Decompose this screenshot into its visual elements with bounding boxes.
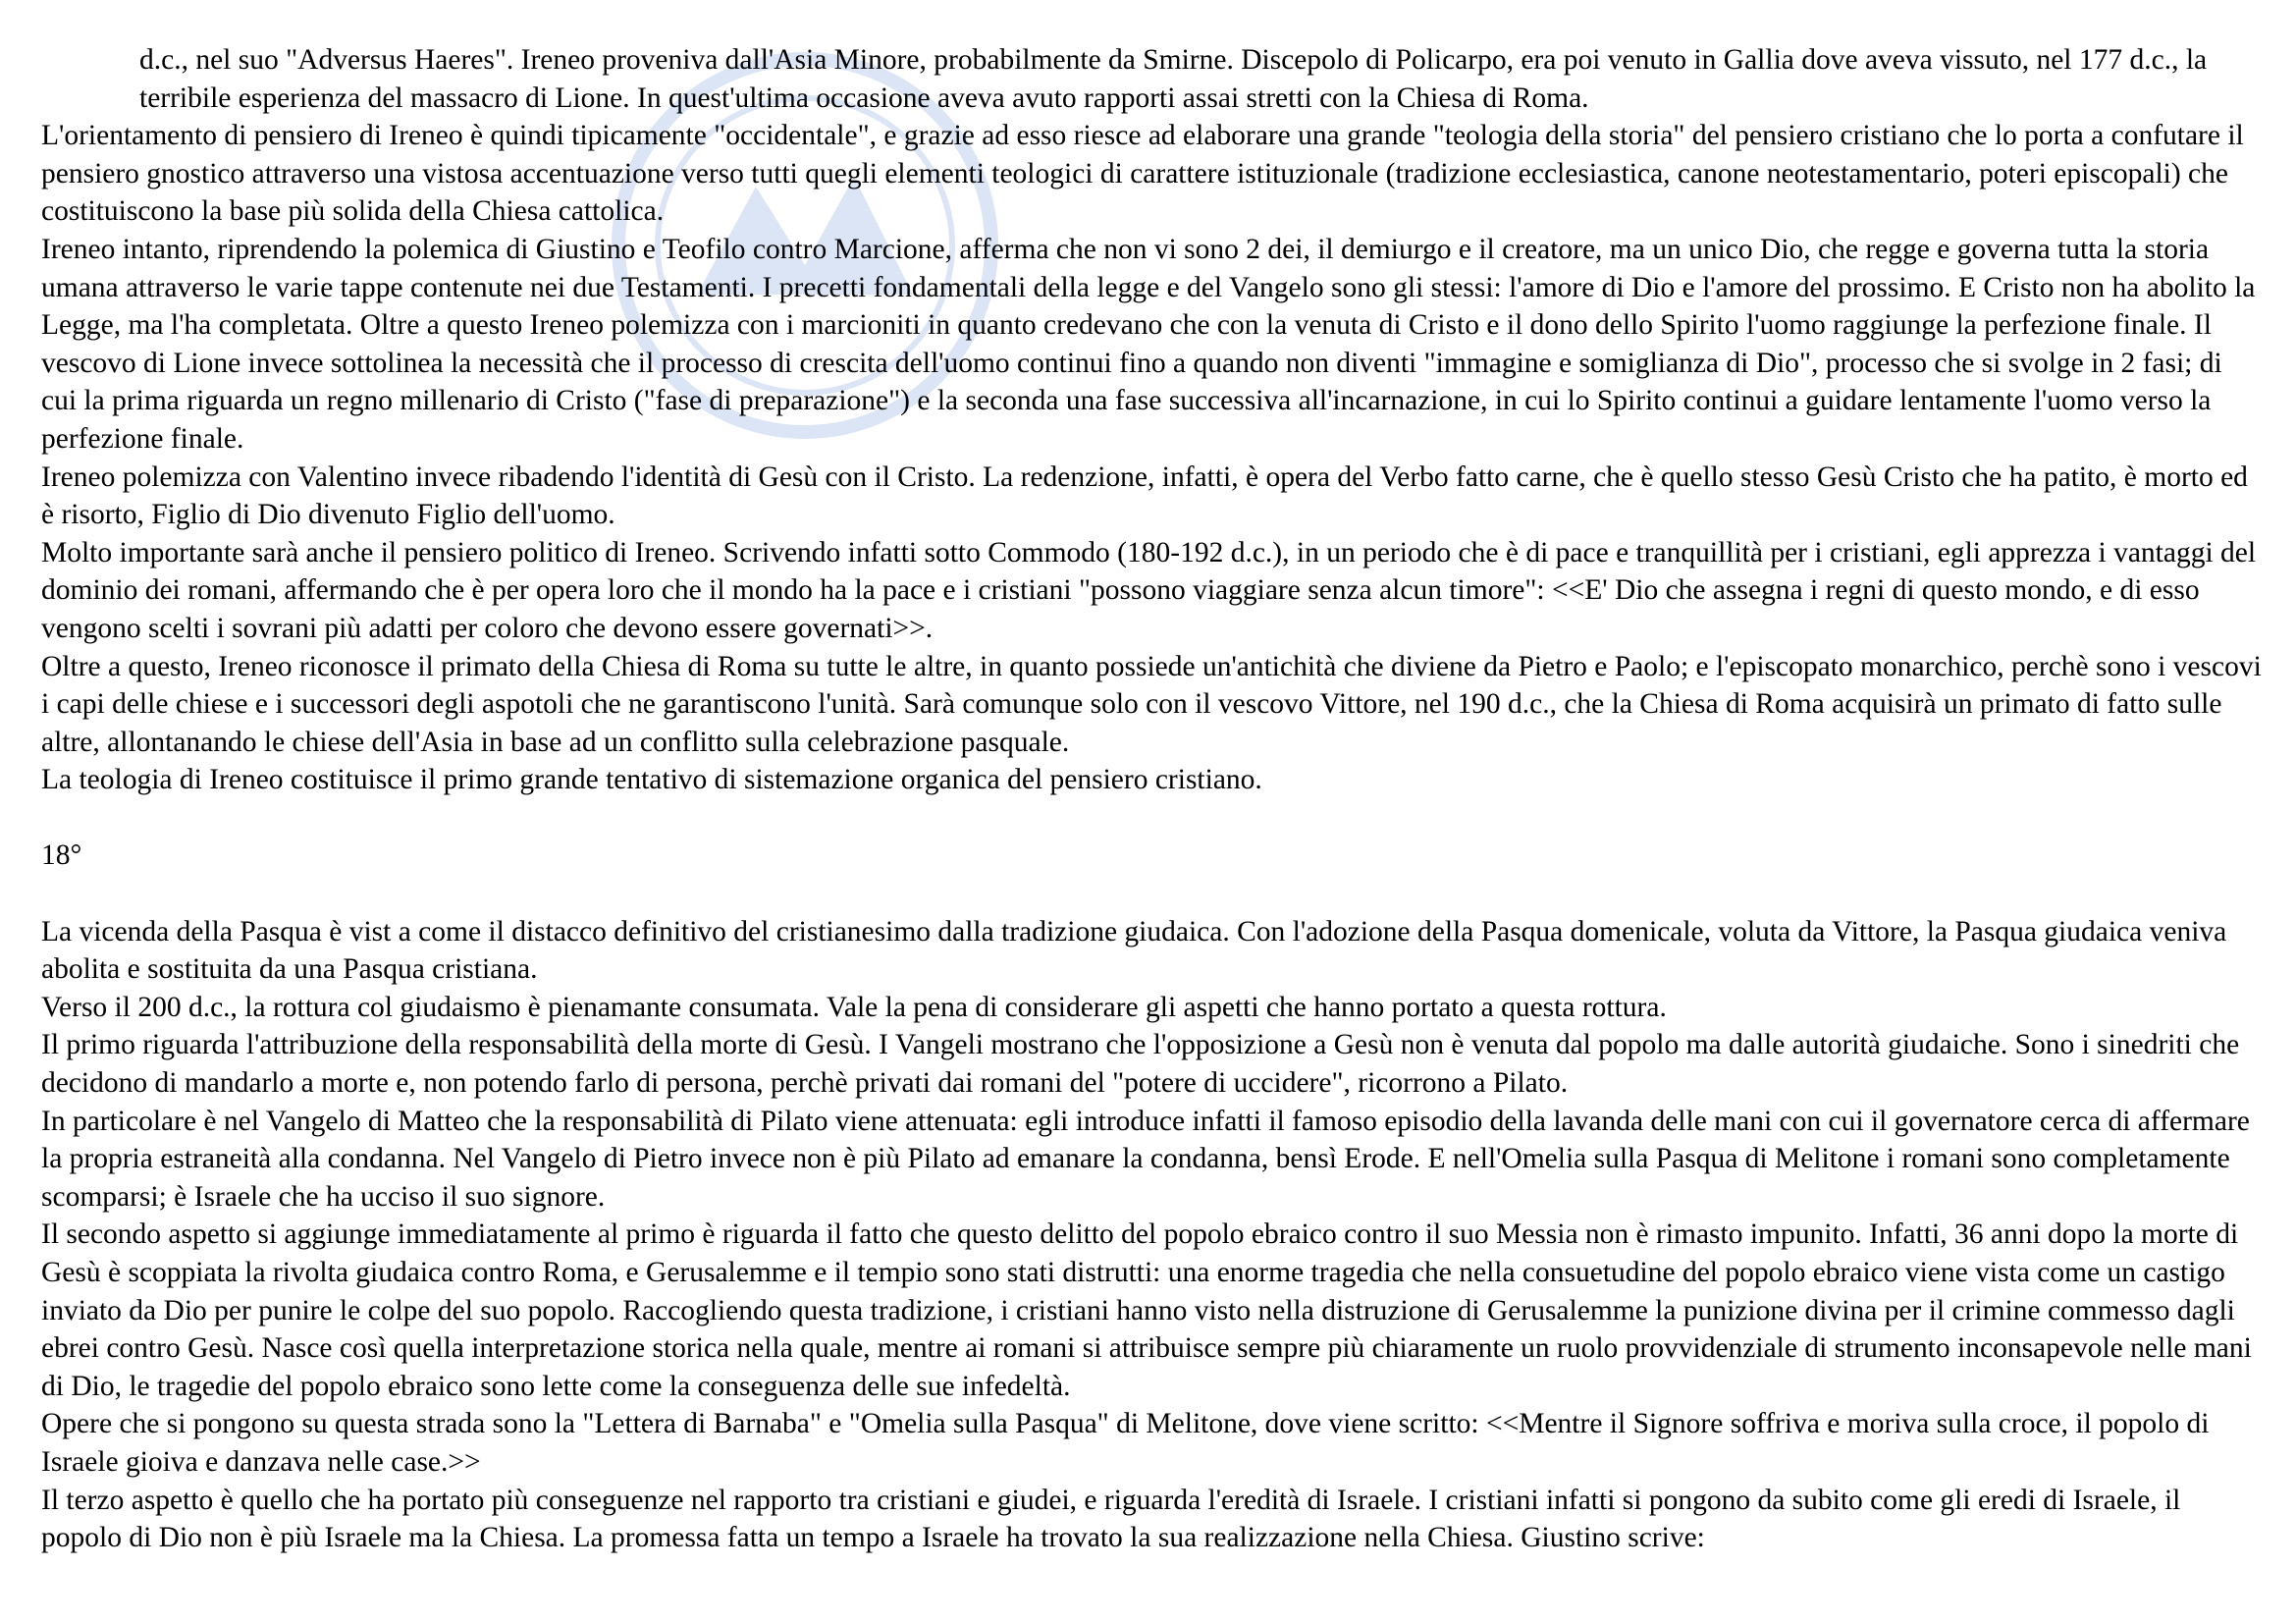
paragraph-pensiero-politico: Molto importante sarà anche il pensiero politico di Ireneo. Scrivendo infatti sotto Commodo (180-192 d.c.), in un periodo che è di pace e tranquillità per i cristiani, egli apprezza i vantaggi del dominio dei romani, affermando che è per opera loro che il mondo ha la pace e i cristiani "possono viaggiare senza alcun timore": <<E' Dio che assegna i regni di questo mondo, e di esso vengono scelti i sovrani più adatti per coloro che devono essere governati>>. (41, 536, 2257, 644)
paragraph-secondo-aspetto: Il secondo aspetto si aggiunge immediatamente al primo è riguarda il fatto che questo delitto del popolo ebraico contro il suo Messia non è rimasto impunito. Infatti, 36 anni dopo la morte di Gesù è scoppiata la rivolta giudaica contro Roma, e Gerusalemme e il tempio sono stati distrutti: una enorme tragedia che nella consuetudine del popolo ebraico viene vista come un castigo inviato da Dio per punire le colpe del suo popolo. Raccogliendo questa tradizione, i cristiani hanno visto nella distruzione di Gerusalemme la punizione divina per il crimine commesso dagli ebrei contro Gesù. Nasce così quella interpretazione storica nella quale, mentre ai romani si attribuisce sempre più chiaramente un ruolo provvidenziale di strumento inconsapevole nelle mani di Dio, le tragedie del popolo ebraico sono lette come la conseguenza delle sue infedeltà. (41, 1218, 2252, 1402)
blank-line (41, 875, 2262, 913)
paragraph-adversus-haeres: d.c., nel suo "Adversus Haeres". Ireneo proveniva dall'Asia Minore, probabilmente da Smirne. Discepolo di Policarpo, era poi venuto in Gallia dove aveva vissuto, nel 177 d.c., la terribile esperienza del massacro di Lione. In quest'ultima occasione aveva avuto rapporti assai stretti con la Chiesa di Roma. (139, 44, 2208, 114)
paragraph-polemica-marcione: Ireneo intanto, riprendendo la polemica di Giustino e Teofilo contro Marcione, afferma che non vi sono 2 dei, il demiurgo e il creatore, ma un unico Dio, che regge e governa tutta la storia umana attraverso le varie tappe contenute nei due Testamenti. I precetti fondamentali della legge e del Vangelo sono gli stessi: l'amore di Dio e l'amore del prossimo. E Cristo non ha abolito la Legge, ma l'ha completata. Oltre a questo Ireneo polemizza con i marcioniti in quanto credevano che con la venuta di Cristo e il dono dello Spirito l'uomo raggiunge la perfezione finale. Il vescovo di Lione invece sottolinea la necessità che il processo di crescita dell'uomo continui fino a quando non diventi "immagine e somiglianza di Dio", processo che si svolge in 2 fasi; di cui la prima riguarda un regno millenario di Cristo ("fase di preparazione") e la seconda una fase successiva all'incarnazione, in cui lo Spirito continui a guidare lentamente l'uomo verso la perfezione finale. (41, 233, 2256, 455)
paragraph-primo-aspetto: Il primo riguarda l'attribuzione della responsabilità della morte di Gesù. I Vangeli mostrano che l'opposizione a Gesù non è venuta dal popolo ma dalle autorità giudaiche. Sono i sinedriti che decidono di mandarlo a morte e, non potendo farlo di persona, perchè privati dai romani del "potere di uccidere", ricorrono a Pilato. (41, 1029, 2240, 1100)
paragraph-opere: Opere che si pongono su questa strada sono la "Lettera di Barnaba" e "Omelia sulla Pasqua" di Melitone, dove viene scritto: <<Mentre il Signore soffriva e moriva sulla croce, il popolo di Israele gioiva e danzava nelle case.>> (41, 1408, 2210, 1478)
paragraph-teologia-ireneo: La teologia di Ireneo costituisce il primo grande tentativo di sistemazione organica del pensiero cristiano. (41, 764, 1262, 796)
paragraph-pasqua: La vicenda della Pasqua è vist a come il distacco definitivo del cristianesimo dalla tradizione giudaica. Con l'adozione della Pasqua domenicale, voluta da Vittore, la Pasqua giudaica veniva abolita e sostituita da una Pasqua cristiana. (41, 915, 2227, 986)
section-heading: 18° (41, 839, 82, 872)
paragraph-primato-roma: Oltre a questo, Ireneo riconosce il primato della Chiesa di Roma su tutte le altre, in quanto possiede un'antichità che diviene da Pietro e Paolo; e l'episcopato monarchico, perchè sono i vescovi i capi delle chiese e i successori degli aspotoli che ne garantiscono l'unità. Sarà comunque solo con il vescovo Vittore, nel 190 d.c., che la Chiesa di Roma acquisirà un primato di fatto sulle altre, allontanando le chiese dell'Asia in base ad un conflitto sulla celebrazione pasquale. (41, 650, 2262, 758)
document-page (41, 41, 2262, 1557)
paragraph-terzo-aspetto: Il terzo aspetto è quello che ha portato più conseguenze nel rapporto tra cristiani e giudei, e riguarda l'eredità di Israele. I cristiani infatti si pongono da subito come gli eredi di Israele, il popolo di Dio non è più Israele ma la Chiesa. La promessa fatta un tempo a Israele ha trovato la sua realizzazione nella Chiesa. Giustino scrive: (41, 1484, 2181, 1554)
paragraph-orientamento: L'orientamento di pensiero di Ireneo è quindi tipicamente "occidentale", e grazie ad esso riesce ad elaborare una grande "teologia della storia" del pensiero cristiano che lo porta a confutare il pensiero gnostico attraverso una vistosa accentuazione verso tutti quegli elementi teologici di carattere istituzionale (tradizione ecclesiastica, canone neotestamentario, poteri episcopali) che costituiscono la base più solida della Chiesa cattolica. (41, 120, 2244, 228)
paragraph-vangelo-matteo: In particolare è nel Vangelo di Matteo che la responsabilità di Pilato viene attenuata: egli introduce infatti il famoso episodio della lavanda delle mani con cui il governatore cerca di affermare la propria estraneità alla condanna. Nel Vangelo di Pietro invece non è più Pilato ad emanare la condanna, bensì Erode. E nell'Omelia sulla Pasqua di Melitone i romani sono completamente scomparsi; è Israele che ha ucciso il suo signore. (41, 1105, 2250, 1213)
paragraph-rottura: Verso il 200 d.c., la rottura col giudaismo è pienamante consumata. Vale la pena di considerare gli aspetti che hanno portato a questa rottura. (41, 991, 1667, 1023)
blank-line (41, 799, 2262, 838)
paragraph-valentino: Ireneo polemizza con Valentino invece ribadendo l'identità di Gesù con il Cristo. La redenzione, infatti, è opera del Verbo fatto carne, che è quello stesso Gesù Cristo che ha patito, è morto ed è risorto, Figlio di Dio divenuto Figlio dell'uomo. (41, 460, 2248, 531)
